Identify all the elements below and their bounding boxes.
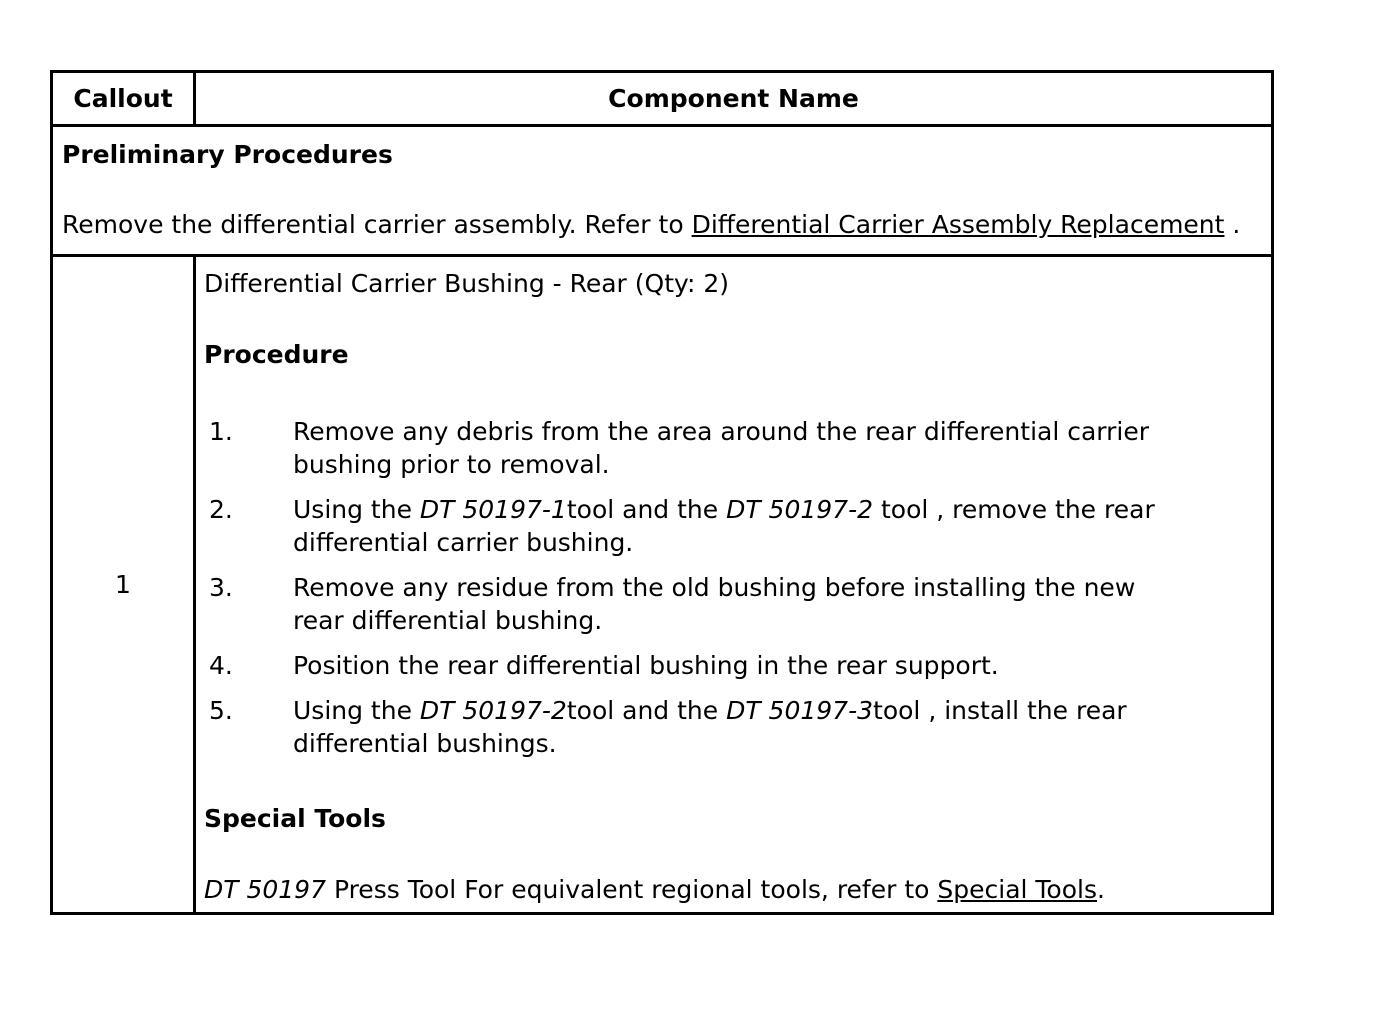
tool-ref: DT 50197-3 bbox=[726, 696, 874, 725]
step-item bbox=[204, 493, 1263, 559]
step-item bbox=[204, 694, 1263, 760]
component-name-header: Component Name bbox=[195, 72, 1273, 126]
step-item bbox=[204, 649, 1263, 682]
step-text-part: tool , install the rear differential bushings. bbox=[293, 696, 1127, 758]
step-number: 3. bbox=[209, 573, 233, 602]
step-number: 2. bbox=[209, 495, 233, 524]
procedure-steps bbox=[204, 415, 1263, 760]
step-item bbox=[204, 415, 1263, 481]
carrier-replacement-link[interactable]: Differential Carrier Assembly Replacement bbox=[691, 210, 1225, 239]
step-text: Remove any debris from the area around the rear differential carrier bushing prior to removal. bbox=[293, 417, 1150, 479]
procedure-table bbox=[50, 70, 1274, 915]
special-tools-end: . bbox=[1097, 875, 1105, 904]
step-text-part: tool , remove the rear differential carrier bushing. bbox=[293, 495, 1155, 557]
special-tool-description: Press Tool For equivalent regional tools, refer to bbox=[326, 875, 938, 904]
preliminary-text: Remove the differential carrier assembly. Refer to bbox=[62, 210, 692, 239]
step-text bbox=[293, 694, 1163, 760]
special-tools-link[interactable]: Special Tools bbox=[937, 875, 1097, 904]
step-number: 5. bbox=[209, 696, 233, 725]
preliminary-cell bbox=[52, 126, 1273, 256]
tool-ref: DT 50197-1 bbox=[419, 495, 567, 524]
step-text-part: Using the bbox=[293, 495, 420, 524]
step-text bbox=[293, 493, 1163, 559]
special-tools-text bbox=[204, 873, 1263, 906]
step-text-part: tool and the bbox=[566, 495, 727, 524]
step-number: 4. bbox=[209, 651, 233, 680]
preliminary-text-end: . bbox=[1224, 210, 1241, 239]
preliminary-title: Preliminary Procedures bbox=[62, 140, 393, 169]
step-text-part: Using the bbox=[293, 696, 420, 725]
step-text-part: tool and the bbox=[566, 696, 727, 725]
component-cell bbox=[195, 256, 1273, 914]
special-tools-title: Special Tools bbox=[204, 804, 386, 833]
step-number: 1. bbox=[209, 417, 233, 446]
step-item bbox=[204, 571, 1263, 637]
component-name: Differential Carrier Bushing - Rear (Qty: 2) bbox=[204, 269, 730, 298]
step-text: Remove any residue from the old bushing before installing the new rear differential bushing. bbox=[293, 573, 1136, 635]
tool-ref: DT 50197-2 bbox=[726, 495, 874, 524]
callout-header: Callout bbox=[52, 72, 195, 126]
step-text: Position the rear differential bushing in the rear support. bbox=[293, 651, 999, 680]
preliminary-row bbox=[52, 126, 1273, 256]
procedure-title: Procedure bbox=[204, 340, 349, 369]
preliminary-instruction bbox=[62, 207, 1263, 242]
tool-ref: DT 50197-2 bbox=[419, 696, 567, 725]
callout-number: 1 bbox=[52, 256, 195, 914]
special-tool-name: DT 50197 bbox=[204, 875, 326, 904]
component-row bbox=[52, 256, 1273, 914]
header-row bbox=[52, 72, 1273, 126]
